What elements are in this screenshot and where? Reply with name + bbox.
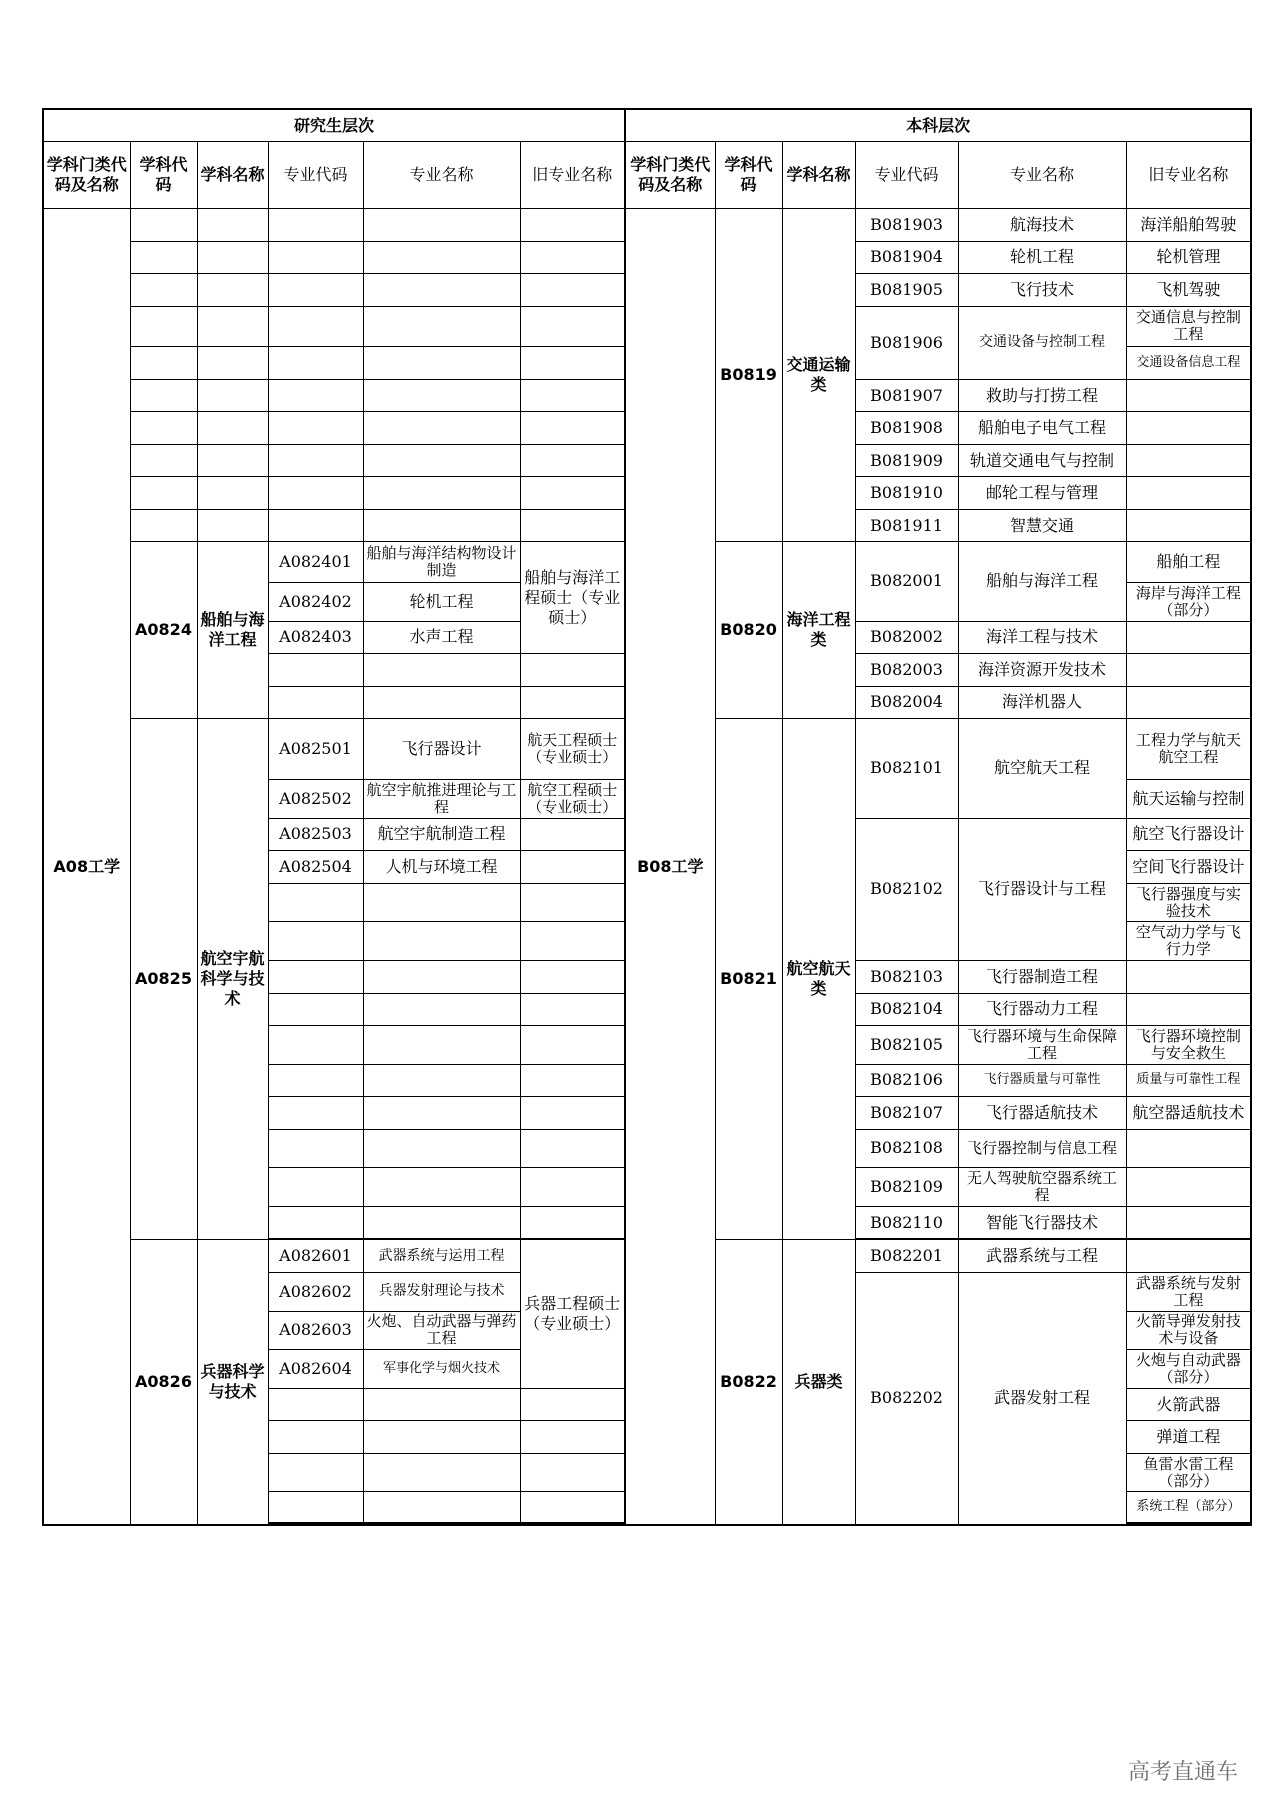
ug-discipline-name: 兵器类: [782, 1240, 855, 1525]
grad-discipline-code: A0826: [130, 1240, 197, 1525]
col-header-old-name: 旧专业名称: [520, 142, 625, 209]
ug-major-name: 智慧交通: [958, 509, 1126, 542]
col-header-xk-name: 学科名称: [782, 142, 855, 209]
ug-old-name: 飞行器强度与实验技术: [1126, 883, 1251, 922]
grad-discipline-name: 兵器科学与技术: [197, 1240, 268, 1525]
ug-major-name: 飞行器设计与工程: [958, 818, 1126, 960]
ug-old-name: 空间飞行器设计: [1126, 851, 1251, 884]
ug-discipline-code: B0822: [715, 1240, 782, 1525]
grad-major-name: 兵器发射理论与技术: [363, 1272, 520, 1311]
ug-major-name: 飞行技术: [958, 274, 1126, 307]
grad-old-name: 兵器工程硕士（专业硕士）: [520, 1240, 625, 1388]
col-header-xk-code: 学科代码: [715, 142, 782, 209]
grad-major-name: 航空宇航制造工程: [363, 818, 520, 851]
ug-old-name: 空气动力学与飞行力学: [1126, 922, 1251, 961]
grad-old-name: 船舶与海洋工程硕士（专业硕士）: [520, 542, 625, 654]
ug-discipline-code: B0820: [715, 542, 782, 719]
ug-major-name: 救助与打捞工程: [958, 379, 1126, 412]
ug-old-name: 飞行器环境控制与安全救生: [1126, 1026, 1251, 1065]
ug-old-name: 质量与可靠性工程: [1126, 1064, 1251, 1097]
ug-major-code: B082003: [855, 654, 958, 687]
ug-old-name: 海洋船舶驾驶: [1126, 209, 1251, 242]
grad-major-name: 军事化学与烟火技术: [363, 1350, 520, 1389]
col-header-men: 学科门类代码及名称: [625, 142, 715, 209]
grad-major-code: A082403: [268, 621, 363, 654]
ug-major-name: 飞行器适航技术: [958, 1097, 1126, 1130]
ug-major-name: 海洋机器人: [958, 686, 1126, 719]
ug-major-code: B081904: [855, 241, 958, 274]
grad-men: A08工学: [43, 209, 130, 1525]
grad-discipline-name: 航空宇航科学与技术: [197, 719, 268, 1240]
ug-old-name: 火炮与自动武器（部分）: [1126, 1350, 1251, 1389]
ug-old-name: 工程力学与航天航空工程: [1126, 719, 1251, 780]
ug-men: B08工学: [625, 209, 715, 1525]
ug-major-name: 飞行器制造工程: [958, 960, 1126, 993]
grad-major-code: A082604: [268, 1350, 363, 1389]
grad-major-code: A082601: [268, 1240, 363, 1273]
grad-major-name: 轮机工程: [363, 583, 520, 622]
ug-major-name: 轨道交通电气与控制: [958, 444, 1126, 477]
ug-major-code: B082105: [855, 1026, 958, 1065]
ug-old-name: 海岸与海洋工程（部分）: [1126, 583, 1251, 622]
ug-major-code: B081907: [855, 379, 958, 412]
ug-major-name: 船舶与海洋工程: [958, 542, 1126, 621]
col-header-men: 学科门类代码及名称: [43, 142, 130, 209]
ug-major-name: 智能飞行器技术: [958, 1206, 1126, 1239]
ug-major-name: 轮机工程: [958, 241, 1126, 274]
ug-old-name: 轮机管理: [1126, 241, 1251, 274]
discipline-table: [42, 108, 1252, 1526]
ug-major-name: 飞行器质量与可靠性: [958, 1064, 1126, 1097]
ug-major-code: B082107: [855, 1097, 958, 1130]
watermark: 高考直通车: [1127, 1760, 1238, 1785]
grad-major-name: 船舶与海洋结构物设计制造: [363, 542, 520, 583]
col-header-xk-name: 学科名称: [197, 142, 268, 209]
ug-major-code: B082108: [855, 1129, 958, 1168]
ug-discipline-name: 航空航天类: [782, 719, 855, 1240]
col-header-zy-name: 专业名称: [363, 142, 520, 209]
ug-major-code: B081903: [855, 209, 958, 242]
col-header-zy-code: 专业代码: [268, 142, 363, 209]
ug-major-code: B081908: [855, 412, 958, 445]
ug-major-name: 船舶电子电气工程: [958, 412, 1126, 445]
grad-level-header: 研究生层次: [43, 109, 625, 142]
ug-major-code: B082004: [855, 686, 958, 719]
ug-level-header: 本科层次: [625, 109, 1251, 142]
ug-major-code: B081910: [855, 477, 958, 510]
ug-discipline-code: B0819: [715, 209, 782, 542]
col-header-xk-code: 学科代码: [130, 142, 197, 209]
ug-old-name: 船舶工程: [1126, 542, 1251, 583]
grad-major-name: 航空宇航推进理论与工程: [363, 780, 520, 819]
ug-major-name: 航空航天工程: [958, 719, 1126, 819]
grad-old-name: 航空工程硕士（专业硕士）: [520, 780, 625, 819]
ug-major-name: 飞行器控制与信息工程: [958, 1129, 1126, 1168]
ug-major-name: 交通设备与控制工程: [958, 306, 1126, 379]
ug-old-name: 航天运输与控制: [1126, 780, 1251, 819]
ug-old-name: 飞机驾驶: [1126, 274, 1251, 307]
col-header-zy-name: 专业名称: [958, 142, 1126, 209]
grad-major-name: 武器系统与运用工程: [363, 1240, 520, 1273]
ug-major-name: 航海技术: [958, 209, 1126, 242]
ug-major-code: B082101: [855, 719, 958, 819]
ug-discipline-name: 交通运输类: [782, 209, 855, 542]
grad-major-code: A082602: [268, 1272, 363, 1311]
grad-major-name: 人机与环境工程: [363, 851, 520, 884]
ug-old-name: 武器系统与发射工程: [1126, 1272, 1251, 1311]
grad-major-code: A082401: [268, 542, 363, 583]
ug-major-name: 武器发射工程: [958, 1272, 1126, 1525]
ug-major-code: B081906: [855, 306, 958, 379]
ug-major-code: B082103: [855, 960, 958, 993]
ug-major-name: 海洋资源开发技术: [958, 654, 1126, 687]
grad-major-name: 飞行器设计: [363, 719, 520, 780]
grad-major-code: A082603: [268, 1311, 363, 1350]
grad-discipline-code: A0825: [130, 719, 197, 1240]
ug-major-name: 无人驾驶航空器系统工程: [958, 1168, 1126, 1207]
ug-major-code: B082106: [855, 1064, 958, 1097]
ug-major-name: 海洋工程与技术: [958, 621, 1126, 654]
ug-major-name: 武器系统与工程: [958, 1240, 1126, 1273]
ug-discipline-code: B0821: [715, 719, 782, 1240]
grad-major-code: A082502: [268, 780, 363, 819]
ug-major-code: B082104: [855, 993, 958, 1026]
ug-major-code: B081905: [855, 274, 958, 307]
ug-old-name: 系统工程（部分）: [1126, 1492, 1251, 1522]
ug-old-name: 火箭武器: [1126, 1388, 1251, 1421]
grad-discipline-code: A0824: [130, 542, 197, 719]
ug-major-code: B082202: [855, 1272, 958, 1525]
ug-old-name: 航空器适航技术: [1126, 1097, 1251, 1130]
ug-major-code: B081909: [855, 444, 958, 477]
ug-major-name: 飞行器环境与生命保障工程: [958, 1026, 1126, 1065]
ug-old-name: 火箭导弹发射技术与设备: [1126, 1311, 1251, 1350]
grad-old-name: 航天工程硕士（专业硕士）: [520, 719, 625, 780]
grad-major-code: A082501: [268, 719, 363, 780]
ug-major-code: B082002: [855, 621, 958, 654]
grad-major-name: 火炮、自动武器与弹药工程: [363, 1311, 520, 1350]
col-header-zy-code: 专业代码: [855, 142, 958, 209]
col-header-old-name: 旧专业名称: [1126, 142, 1251, 209]
ug-major-code: B081911: [855, 509, 958, 542]
grad-major-code: A082402: [268, 583, 363, 622]
ug-major-name: 飞行器动力工程: [958, 993, 1126, 1026]
ug-old-name: 鱼雷水雷工程（部分）: [1126, 1453, 1251, 1492]
ug-major-code: B082201: [855, 1240, 958, 1273]
ug-major-code: B082110: [855, 1206, 958, 1239]
ug-discipline-name: 海洋工程类: [782, 542, 855, 719]
ug-old-name: 航空飞行器设计: [1126, 818, 1251, 851]
ug-major-code: B082109: [855, 1168, 958, 1207]
grad-discipline-name: 船舶与海洋工程: [197, 542, 268, 719]
grad-major-name: 水声工程: [363, 621, 520, 654]
ug-major-name: 邮轮工程与管理: [958, 477, 1126, 510]
grad-major-code: A082503: [268, 818, 363, 851]
ug-old-name: 弹道工程: [1126, 1421, 1251, 1454]
ug-major-code: B082001: [855, 542, 958, 621]
ug-old-name: 交通设备信息工程: [1126, 347, 1251, 380]
ug-old-name: 交通信息与控制工程: [1126, 306, 1251, 347]
grad-major-code: A082504: [268, 851, 363, 884]
ug-major-code: B082102: [855, 818, 958, 960]
